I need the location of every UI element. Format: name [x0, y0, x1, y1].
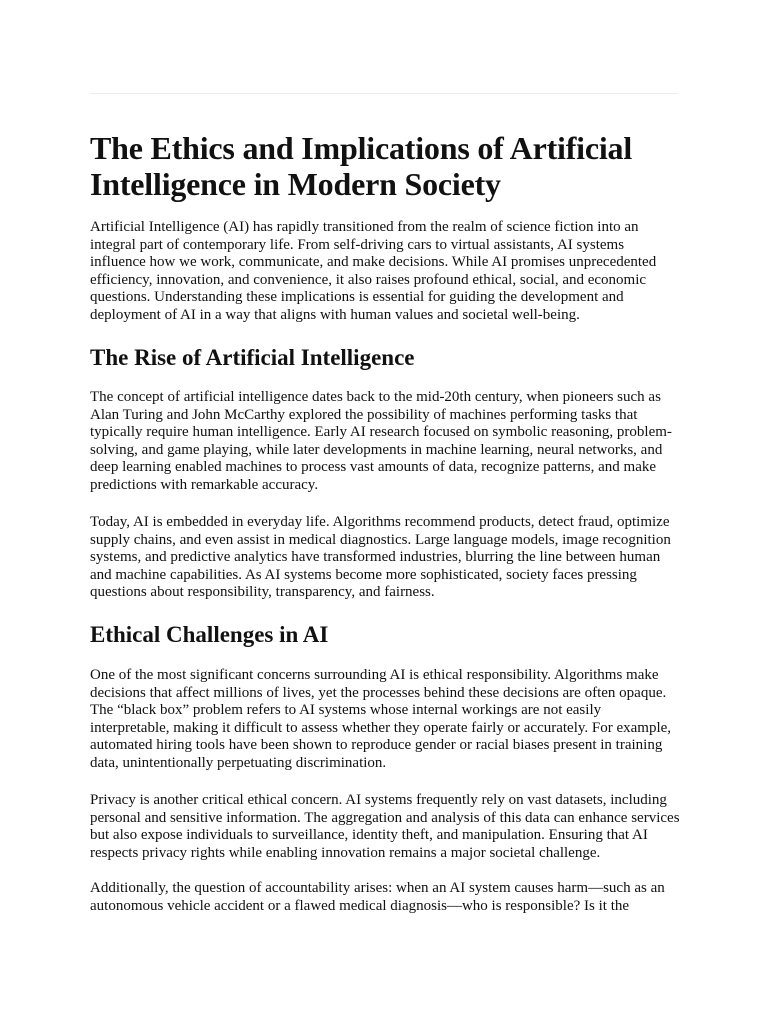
- paragraph-block: [90, 792, 680, 862]
- document-title: The Ethics and Implications of Artificial Intelligence in Modern Society: [90, 130, 633, 202]
- paragraph-block: [90, 389, 680, 495]
- section-heading-rise: The Rise of Artificial Intelligence: [90, 345, 415, 370]
- paragraph-rise-history: The concept of artificial intelligence dates back to the mid-20th century, when pioneers such as Alan Turing and John McCarthy explored the possibility of machines performing tasks that typically require human intelligence. Early AI research focused on symbolic reasoning, problem-solving, and game playing, while later developments in machine learning, neural networks, and deep learning enabled machines to process vast amounts of data, recognize patterns, and make predictions with remarkable accuracy.: [90, 389, 672, 493]
- paragraph-rise-today: Today, AI is embedded in everyday life. Algorithms recommend products, detect fraud, optimize supply chains, and even assist in medical diagnostics. Large language models, image recognition systems, and predictive analytics have transformed industries, blurring the line between human and machine capabilities. As AI systems become more sophisticated, society faces pressing questions about responsibility, transparency, and fairness.: [90, 514, 671, 601]
- section-heading-block: [90, 344, 680, 372]
- section-heading-ethics: Ethical Challenges in AI: [90, 622, 329, 647]
- paragraph-ethics-responsibility: One of the most significant concerns surrounding AI is ethical responsibility. Algorithms make decisions that affect millions of lives, yet the processes behind these decisions are often opaque. The “black box” problem refers to AI systems whose internal workings are not easily interpretable, making it difficult to assess whether they operate fairly or accurately. For example, automated hiring tools have been shown to reproduce gender or racial biases present in training data, unintentionally perpetuating discrimination.: [90, 667, 672, 771]
- paragraph-ethics-privacy: Privacy is another critical ethical concern. AI systems frequently rely on vast datasets, including personal and sensitive information. The aggregation and analysis of this data can enhance services but also expose individuals to surveillance, identity theft, and manipulation. Ensuring that AI respects privacy rights while enabling innovation remains a major societal challenge.: [90, 792, 680, 861]
- section-heading-block: [90, 621, 680, 649]
- paragraph-block: [90, 514, 680, 602]
- intro-paragraph: Artificial Intelligence (AI) has rapidly transitioned from the realm of science fiction into an integral part of contemporary life. From self-driving cars to virtual assistants, AI systems influence how we work, communicate, and make decisions. While AI promises unprecedented efficiency, innovation, and convenience, it also raises profound ethical, social, and economic questions. Understanding these implications is essential for guiding the development and deployment of AI in a way that aligns with human values and societal well-being.: [90, 219, 657, 323]
- paragraph-block: [90, 880, 680, 915]
- paragraph-ethics-accountability: Additionally, the question of accountability arises: when an AI system causes harm—such as an autonomous vehicle accident or a flawed medical diagnosis—who is responsible? Is it the: [90, 880, 665, 914]
- paragraph-block: [90, 667, 680, 773]
- header-divider: [90, 93, 678, 94]
- intro-paragraph-block: [90, 219, 680, 325]
